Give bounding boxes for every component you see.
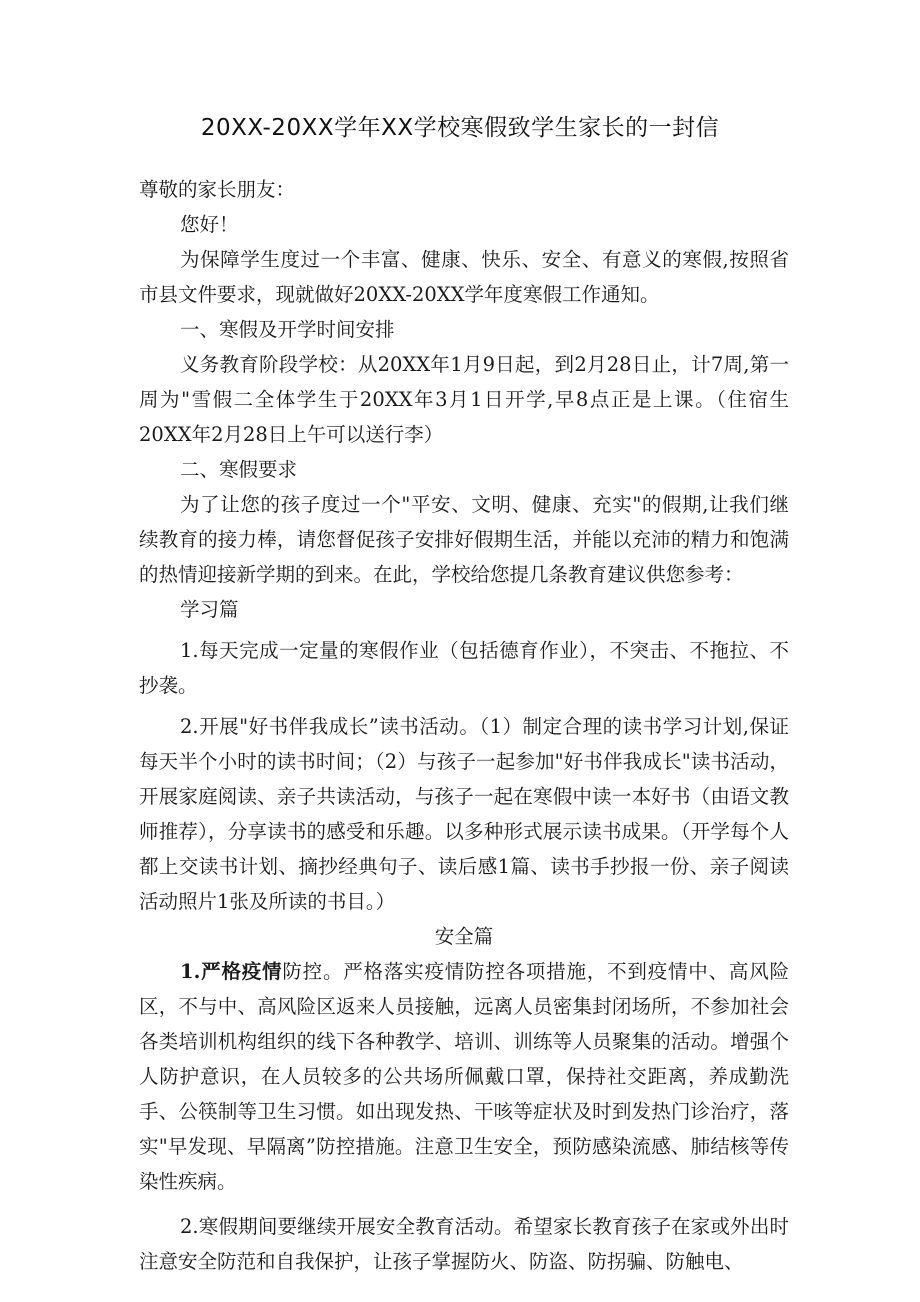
document-title: 20XX-20XX学年XX学校寒假致学生家长的一封信: [200, 115, 720, 141]
salutation: 尊敬的家长朋友：: [139, 178, 296, 201]
study-item-1: 1.每天完成一定量的寒假作业（包括德育作业），不突击、不拖拉、不抄袭。: [139, 639, 789, 697]
safety-item-1-text: 防控。严格落实疫情防控各项措施，不到疫情中、高风险区，不与中、高风险区返来人员接触，远离人员密集封闭场所，不参加社会各类培训机构组织的线下各种教学、培训、训练等人员聚集的活动。增强个人防护意识，在人员较多的公共场所佩戴口罩，保持社交距离，养成勤洗手、公筷制等卫生习惯。如出现发热、干咳等症状及时到发热门诊治疗，落实"早发现、早隔离”防控措施。注意卫生安全，预防感染流感、肺结核等传染性疾病。: [139, 960, 789, 1193]
intro-paragraph: 为保障学生度过一个丰富、健康、快乐、安全、有意义的寒假,按照省市县文件要求，现就做好20XX-20XX学年度寒假工作通知。: [139, 248, 789, 306]
safety-heading: 安全篇: [434, 925, 494, 948]
section2-heading: 二、寒假要求: [180, 458, 298, 481]
section1-paragraph: 义务教育阶段学校：从20XX年1月9日起，到2月28日止，计7周,第一周为"雪假二全体学生于20XX年3月1日开学,早8点正是上课。（住宿生20XX年2月28日上午可以送行李）: [139, 353, 789, 446]
safety-item-1-lead: 1.严格疫情: [180, 960, 283, 983]
section2-paragraph: 为了让您的孩子度过一个"平安、文明、健康、充实"的假期,让我们继续教育的接力棒，请您督促孩子安排好假期生活，并能以充沛的精力和饱满的热情迎接新学期的到来。在此，学校给您提几条教育建议供您参考：: [139, 493, 789, 586]
document-body: [139, 172, 789, 1279]
study-item-2: 2.开展"好书伴我成长”读书活动。（1）制定合理的读书学习计划,保证每天半个小时的读书时间；（2）与孩子一起参加"好书伴我成长"读书活动，开展家庭阅读、亲子共读活动，与孩子一起在寒假中读一本好书（由语文教师推荐），分享读书的感受和乐趣。以多种形式展示读书成果。（开学每个人都上交读书计划、摘抄经典句子、读后感1篇、读书手抄报一份、亲子阅读活动照片1张及所读的书目。）: [139, 715, 789, 913]
section1-heading: 一、寒假及开学时间安排: [180, 318, 395, 341]
study-heading: 学习篇: [180, 598, 239, 621]
greeting: 您好！: [180, 213, 239, 236]
safety-item-1: [139, 954, 789, 1199]
safety-item-2: 2.寒假期间要继续开展安全教育活动。希望家长教育孩子在家或外出时注意安全防范和自我保护，让孩子掌握防火、防盗、防拐骗、防触电、: [139, 1215, 789, 1273]
